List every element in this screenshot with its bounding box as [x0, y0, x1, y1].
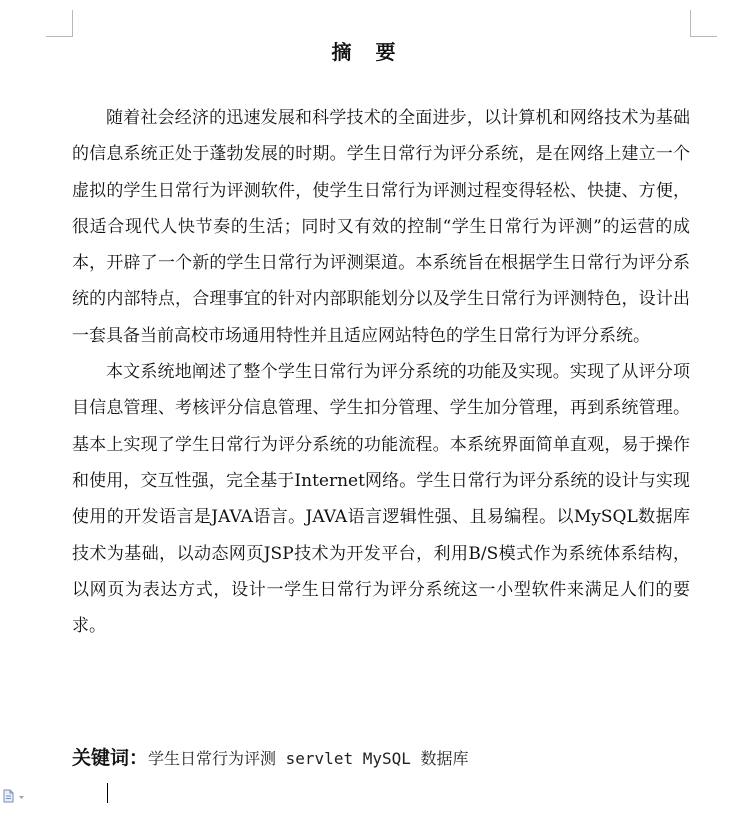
text-cursor: [107, 783, 108, 803]
abstract-paragraph-2[interactable]: 本文系统地阐述了整个学生日常行为评分系统的功能及实现。实现了从评分项目信息管理、考核评分信息管理、学生扣分管理、学生加分管理，再到系统管理。基本上实现了学生日常行为评分系统的功能流程。本系统界面简单直观，易于操作和使用，交互性强，完全基于Internet网络。学生日常行为评分系统的设计与实现使用的开发语言是JAVA语言。JAVA语言逻辑性强、且易编程。以MySQL数据库技术为基础，以动态网页JSP技术为开发平台，利用B/S模式作为系统体系结构，以网页为表达方式，设计一学生日常行为评分系统这一小型软件来满足人们的要求。: [72, 362, 690, 637]
keywords-line[interactable]: [72, 744, 690, 773]
page-title: 摘 要: [331, 40, 398, 64]
crop-mark-top-left: [46, 10, 73, 37]
keywords-value[interactable]: 学生日常行为评测 servlet MySQL 数据库: [148, 749, 469, 768]
abstract-paragraph-1[interactable]: 随着社会经济的迅速发展和科学技术的全面进步，以计算机和网络技术为基础的信息系统正处于蓬勃发展的时期。学生日常行为评分系统，是在网络上建立一个虚拟的学生日常行为评测软件，使学生日常行为评测过程变得轻松、快捷、方便，很适合现代人快节奏的生活；同时又有效的控制“学生日常行为评测”的运营的成本，开辟了一个新的学生日常行为评测渠道。本系统旨在根据学生日常行为评分系统的内部特点，合理事宜的针对内部职能划分以及学生日常行为评测特色，设计出一套具备当前高校市场通用特性并且适应网站特色的学生日常行为评分系统。: [72, 108, 690, 346]
keywords-label: 关键词：: [72, 747, 149, 769]
crop-mark-top-right: [690, 10, 717, 37]
abstract-body[interactable]: [72, 100, 690, 644]
document-icon[interactable]: [2, 789, 28, 803]
